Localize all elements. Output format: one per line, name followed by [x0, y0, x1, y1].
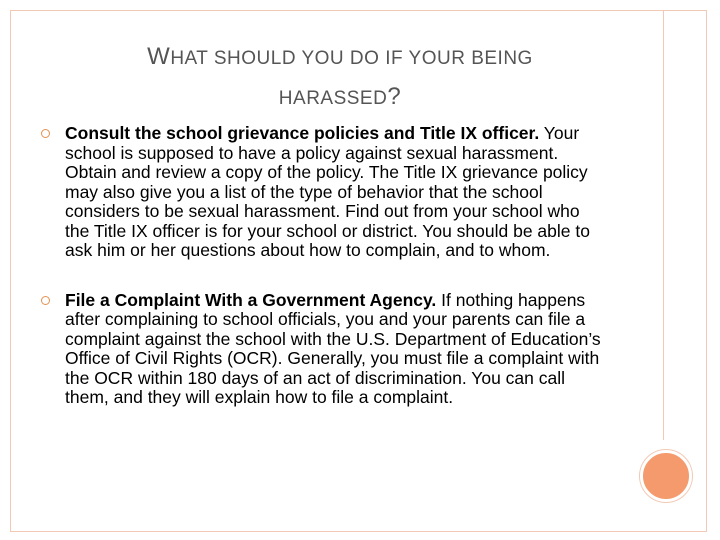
title-initial: W [147, 43, 171, 70]
title-line-2-text: HARASSED [278, 88, 388, 109]
title-question-mark: ? [387, 83, 402, 110]
bullet-text: If nothing happens after complaining to school officials, you and your parents can file a complaint against the school with the U.S. Department of Education’s Office of Civil Rights (OCR). Generally, you must file a complaint with the OCR within 180 days of an act of discrimination. You can call them, and they will explain how to file a complaint. [65, 289, 601, 407]
title-line-1-text: HAT SHOULD YOU DO IF YOUR BEING [170, 48, 533, 69]
title-line-2 [278, 83, 402, 110]
bullet-list [38, 124, 608, 438]
bullet-lead: Consult the school grievance policies and Title IX officer. [65, 123, 540, 143]
slide-title [60, 38, 620, 118]
hollow-circle-bullet-icon [41, 129, 50, 138]
bullet-lead: File a Complaint With a Government Agency. [65, 289, 437, 310]
hollow-circle-bullet-icon [41, 296, 50, 305]
bullet-item [38, 124, 608, 261]
bullet-item [38, 291, 608, 408]
bullet-text: Your school is supposed to have a policy against sexual harassment. Obtain and review a copy of the policy. The Title IX grievance policy may also give you a list of the type of behavior that the school considers to be sexual harassment. Find out from your school who the Title IX officer is for your school or district. You should be able to ask him or her questions about how to complain, and to whom. [65, 123, 590, 260]
decorative-rule [663, 10, 664, 440]
decorative-circle-icon [640, 450, 692, 502]
title-line-1 [147, 43, 533, 70]
